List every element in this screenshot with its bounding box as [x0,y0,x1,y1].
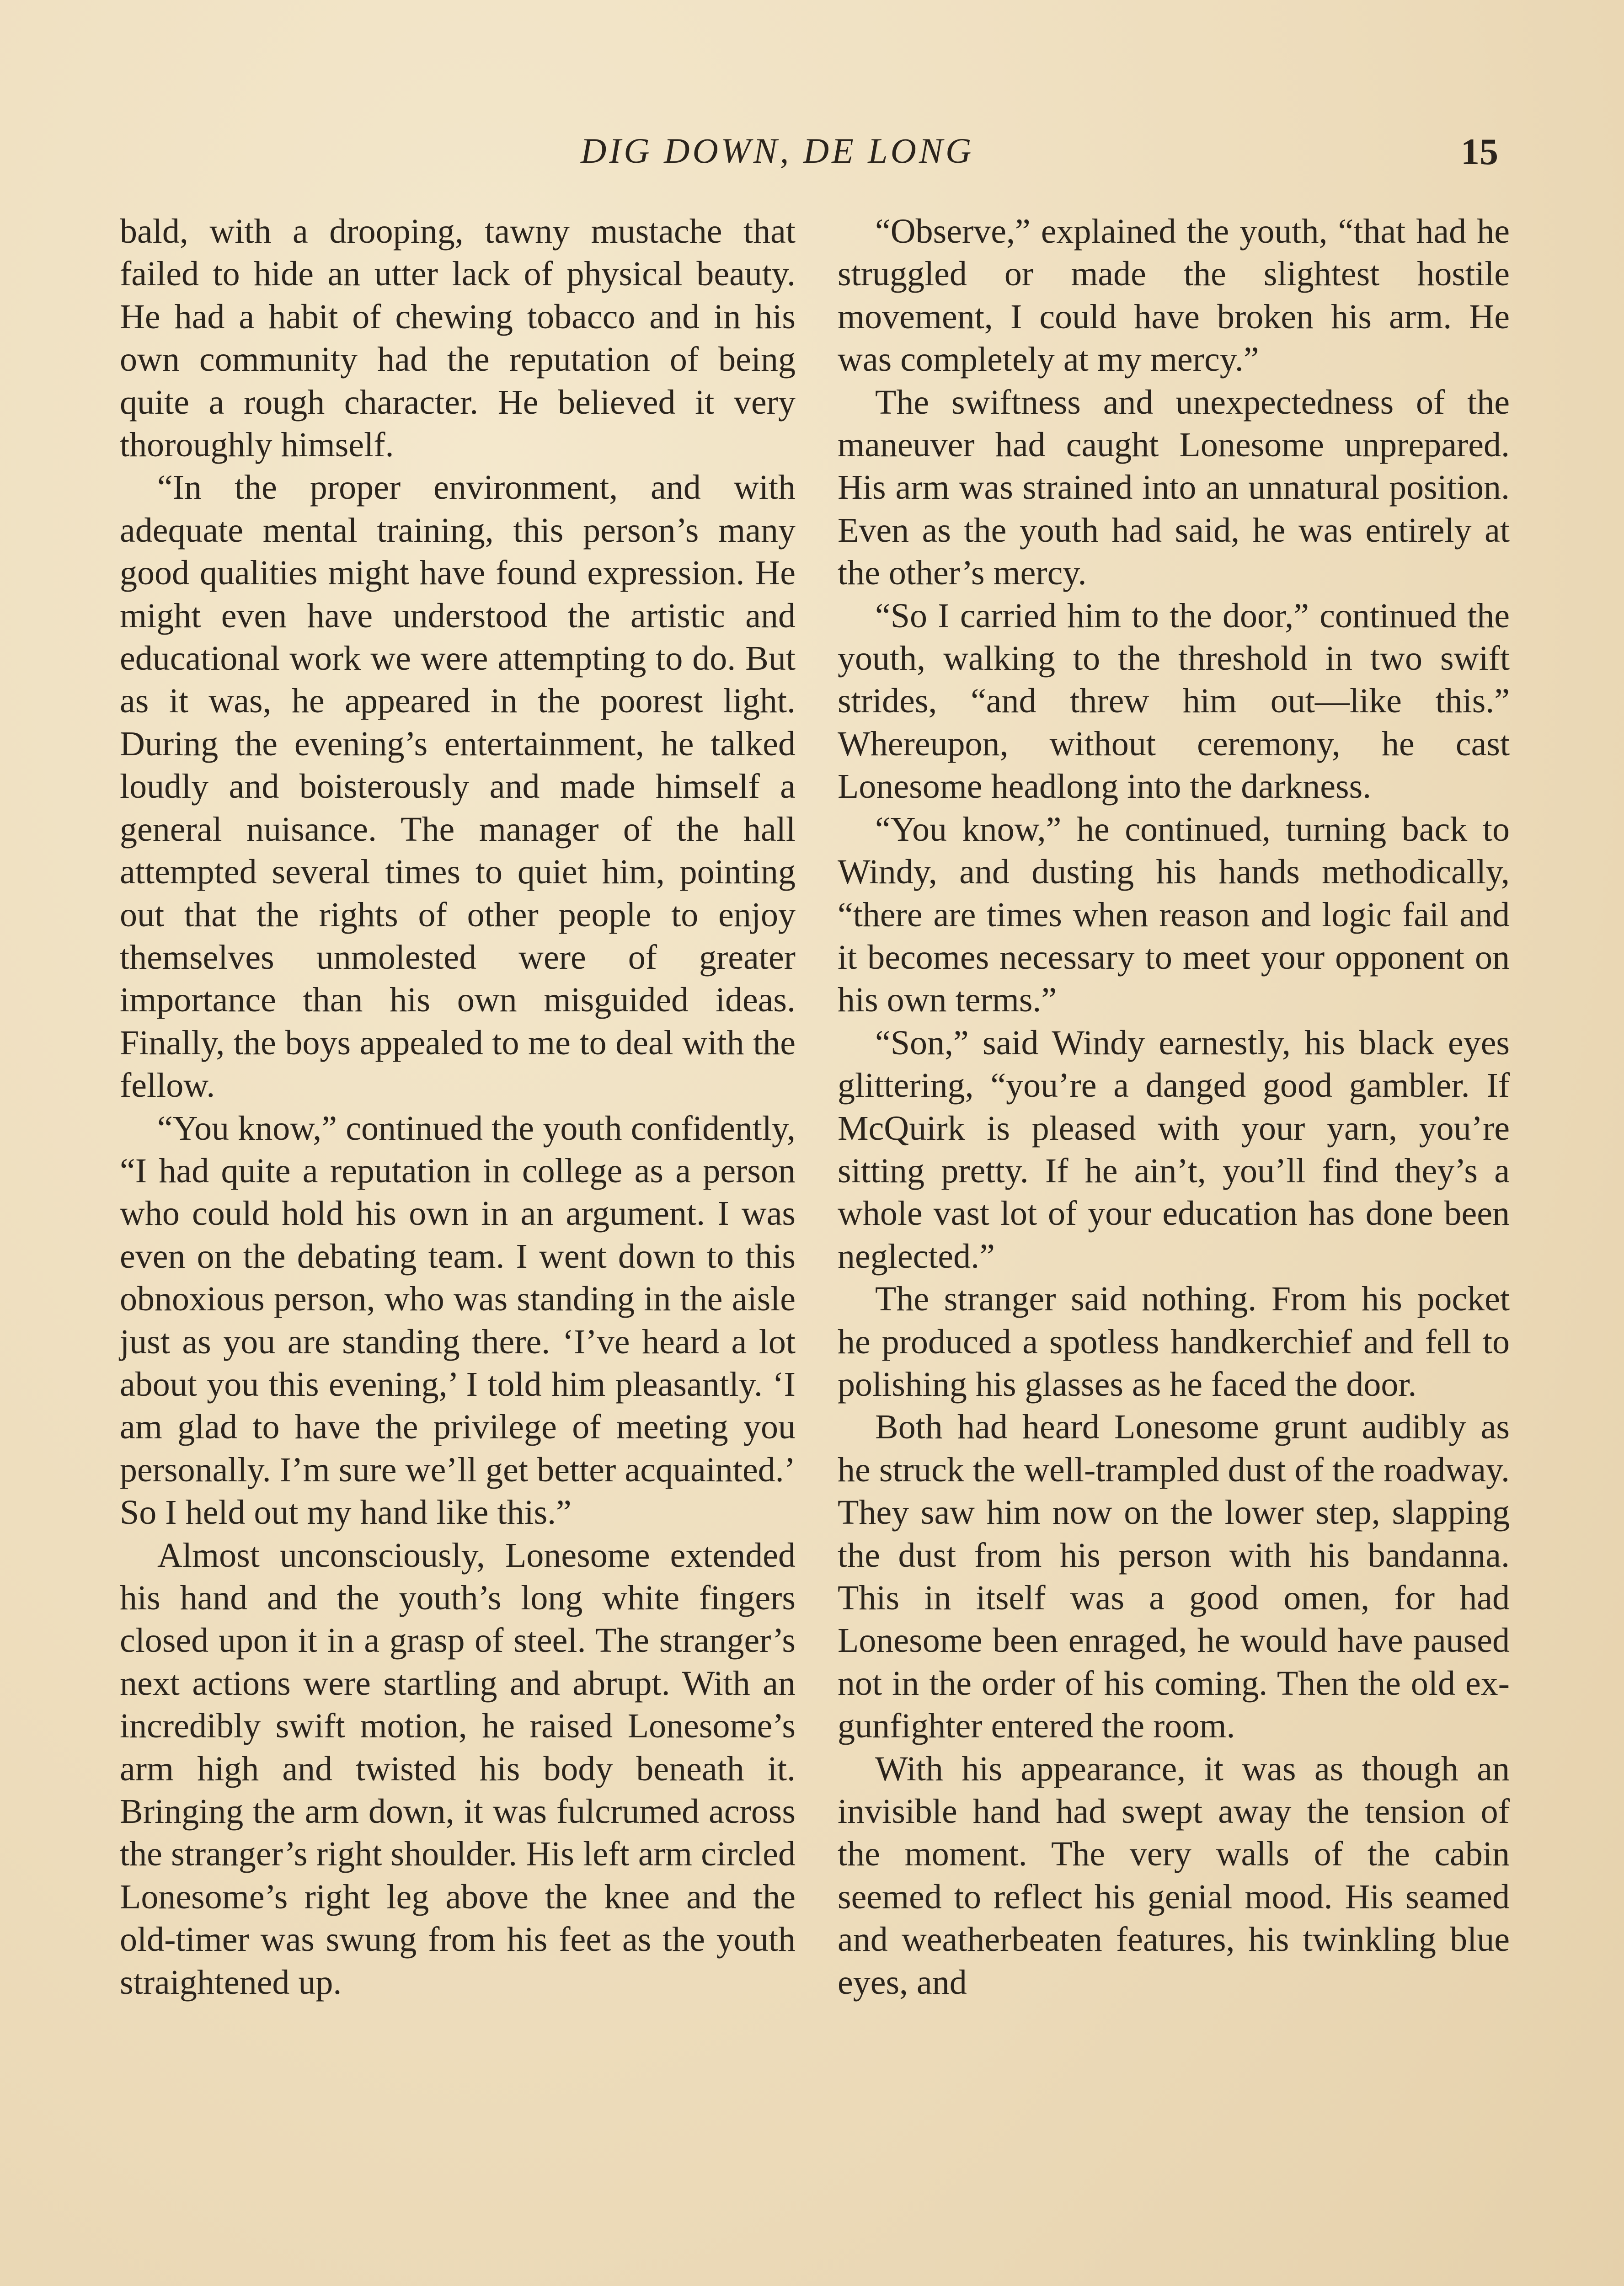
paragraph: “So I carried him to the door,” continued the youth, walking to the threshold in two swift strides, “and threw him out—like this.” Whereupon, without ceremony, he cast Lonesome headlong into the darkness. [838,596,1510,806]
paragraph: “You know,” continued the youth confidently, “I had quite a reputation in college as a person who could hold his own in an argument. I was even on the debating team. I went down to this obnoxious person, who was standing in the aisle just as you are standing there. ‘I’ve heard a lot about you this evening,’ I told him pleasantly. ‘I am glad to have the privilege of meeting you personally. I’m sure we’ll get better acquainted.’ So I held out my hand like this.” [120,1109,796,1532]
paragraph: With his appearance, it was as though an invisible hand had swept away the tension of the moment. The very walls of the cabin seemed to reflect his genial mood. His seamed and weatherbeaten features, his twinkling blue eyes, and [838,1749,1510,2002]
paragraph: “In the proper environment, and with adequate mental training, this person’s many good qualities might have found expression. He might even have understood the artistic and educational work we were attempting to do. But as it was, he appeared in the poorest light. During the evening’s entertainment, he talked loudly and boisterously and made himself a general nuisance. The manager of the hall attempted several times to quiet him, pointing out that the rights of other people to enjoy themselves unmolested were of greater importance than his own misguided ideas. Finally, the boys appealed to me to deal with the fellow. [120,468,796,1105]
paragraph: “You know,” he continued, turning back to Windy, and dusting his hands methodically, “there are times when reason and logic fail and it becomes necessary to meet your opponent on his own terms.” [838,810,1510,1020]
paragraph: The swiftness and unexpectedness of the maneuver had caught Lonesome unprepared. His arm was strained into an unnatural position. Even as the youth had said, he was entirely at the other’s mercy. [838,383,1510,593]
paragraph: “Observe,” explained the youth, “that had he struggled or made the slightest hostile movement, I could have broken his arm. He was completely at my mercy.” [838,212,1510,379]
running-title: DIG DOWN, DE LONG [581,131,974,171]
page-header [0,130,1624,185]
left-column [120,210,796,2004]
paragraph: Almost unconsciously, Lonesome extended his hand and the youth’s long white fingers closed upon it in a grasp of steel. The stranger’s next actions were startling and abrupt. With an incredibly swift motion, he raised Lonesome’s arm high and twisted his body beneath it. Bringing the arm down, it was fulcrumed across the stranger’s right shoulder. His left arm circled Lonesome’s right leg above the knee and the old-timer was swung from his feet as the youth straightened up. [120,1536,796,2002]
right-column [838,210,1510,2004]
page-number: 15 [1461,131,1498,172]
paragraph: The stranger said nothing. From his pocket he produced a spotless handkerchief and fell to polishing his glasses as he faced the door. [838,1280,1510,1404]
paragraph: “Son,” said Windy earnestly, his black eyes glittering, “you’re a danged good gambler. If McQuirk is pleased with your yarn, you’re sitting pretty. If he ain’t, you’ll find they’s a whole vast lot of your education has done been neglected.” [838,1023,1510,1276]
paragraph: Both had heard Lonesome grunt audibly as he struck the well-trampled dust of the roadway. They saw him now on the lower step, slapping the dust from his person with his bandanna. This in itself was a good omen, for had Lonesome been enraged, he would have paused not in the order of his coming. Then the old ex-gunfighter entered the room. [838,1408,1510,1746]
paragraph: bald, with a drooping, tawny mustache that failed to hide an utter lack of physical beauty. He had a habit of chewing tobacco and in his own community had the reputation of being quite a rough character. He believed it very thoroughly himself. [120,212,796,465]
